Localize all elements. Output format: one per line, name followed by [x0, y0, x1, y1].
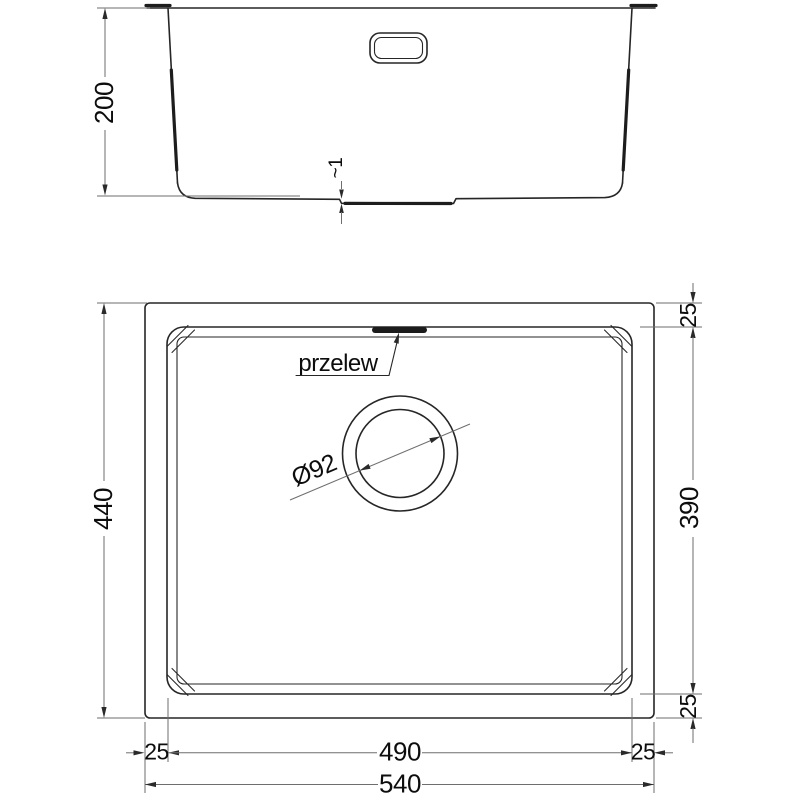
plan-overflow-slot — [372, 327, 427, 333]
dim-overall-depth — [88, 303, 147, 718]
front-overflow-inner — [375, 38, 423, 59]
dim-rim-bottom-label: 25 — [675, 694, 701, 719]
dim-rim-top-label: 25 — [675, 303, 701, 328]
plan-view — [88, 283, 704, 799]
dim-rim-left-label: 25 — [144, 738, 169, 765]
dim-front-depth-label: 200 — [89, 82, 119, 124]
dim-overall-width — [145, 769, 654, 799]
front-left-clip — [171, 70, 177, 170]
dim-recess-step-label: ~1 — [326, 157, 347, 179]
dim-right-column — [640, 283, 704, 743]
overflow-callout — [296, 333, 399, 378]
front-right-clip — [623, 70, 629, 170]
dim-recess-step — [326, 158, 347, 224]
front-bottom-profile — [178, 183, 623, 204]
dim-drain-diameter-label: Ø92 — [287, 448, 341, 493]
front-view — [89, 6, 656, 225]
dim-overall-width-label: 540 — [379, 768, 421, 799]
dim-bowl-depth-label: 390 — [674, 487, 704, 529]
dim-bowl-width-label: 490 — [379, 736, 421, 767]
overflow-callout-label: przelew — [298, 350, 378, 377]
dim-overall-depth-label: 440 — [88, 488, 118, 530]
dim-rim-right-label: 25 — [630, 738, 656, 765]
dim-front-depth — [89, 8, 300, 196]
